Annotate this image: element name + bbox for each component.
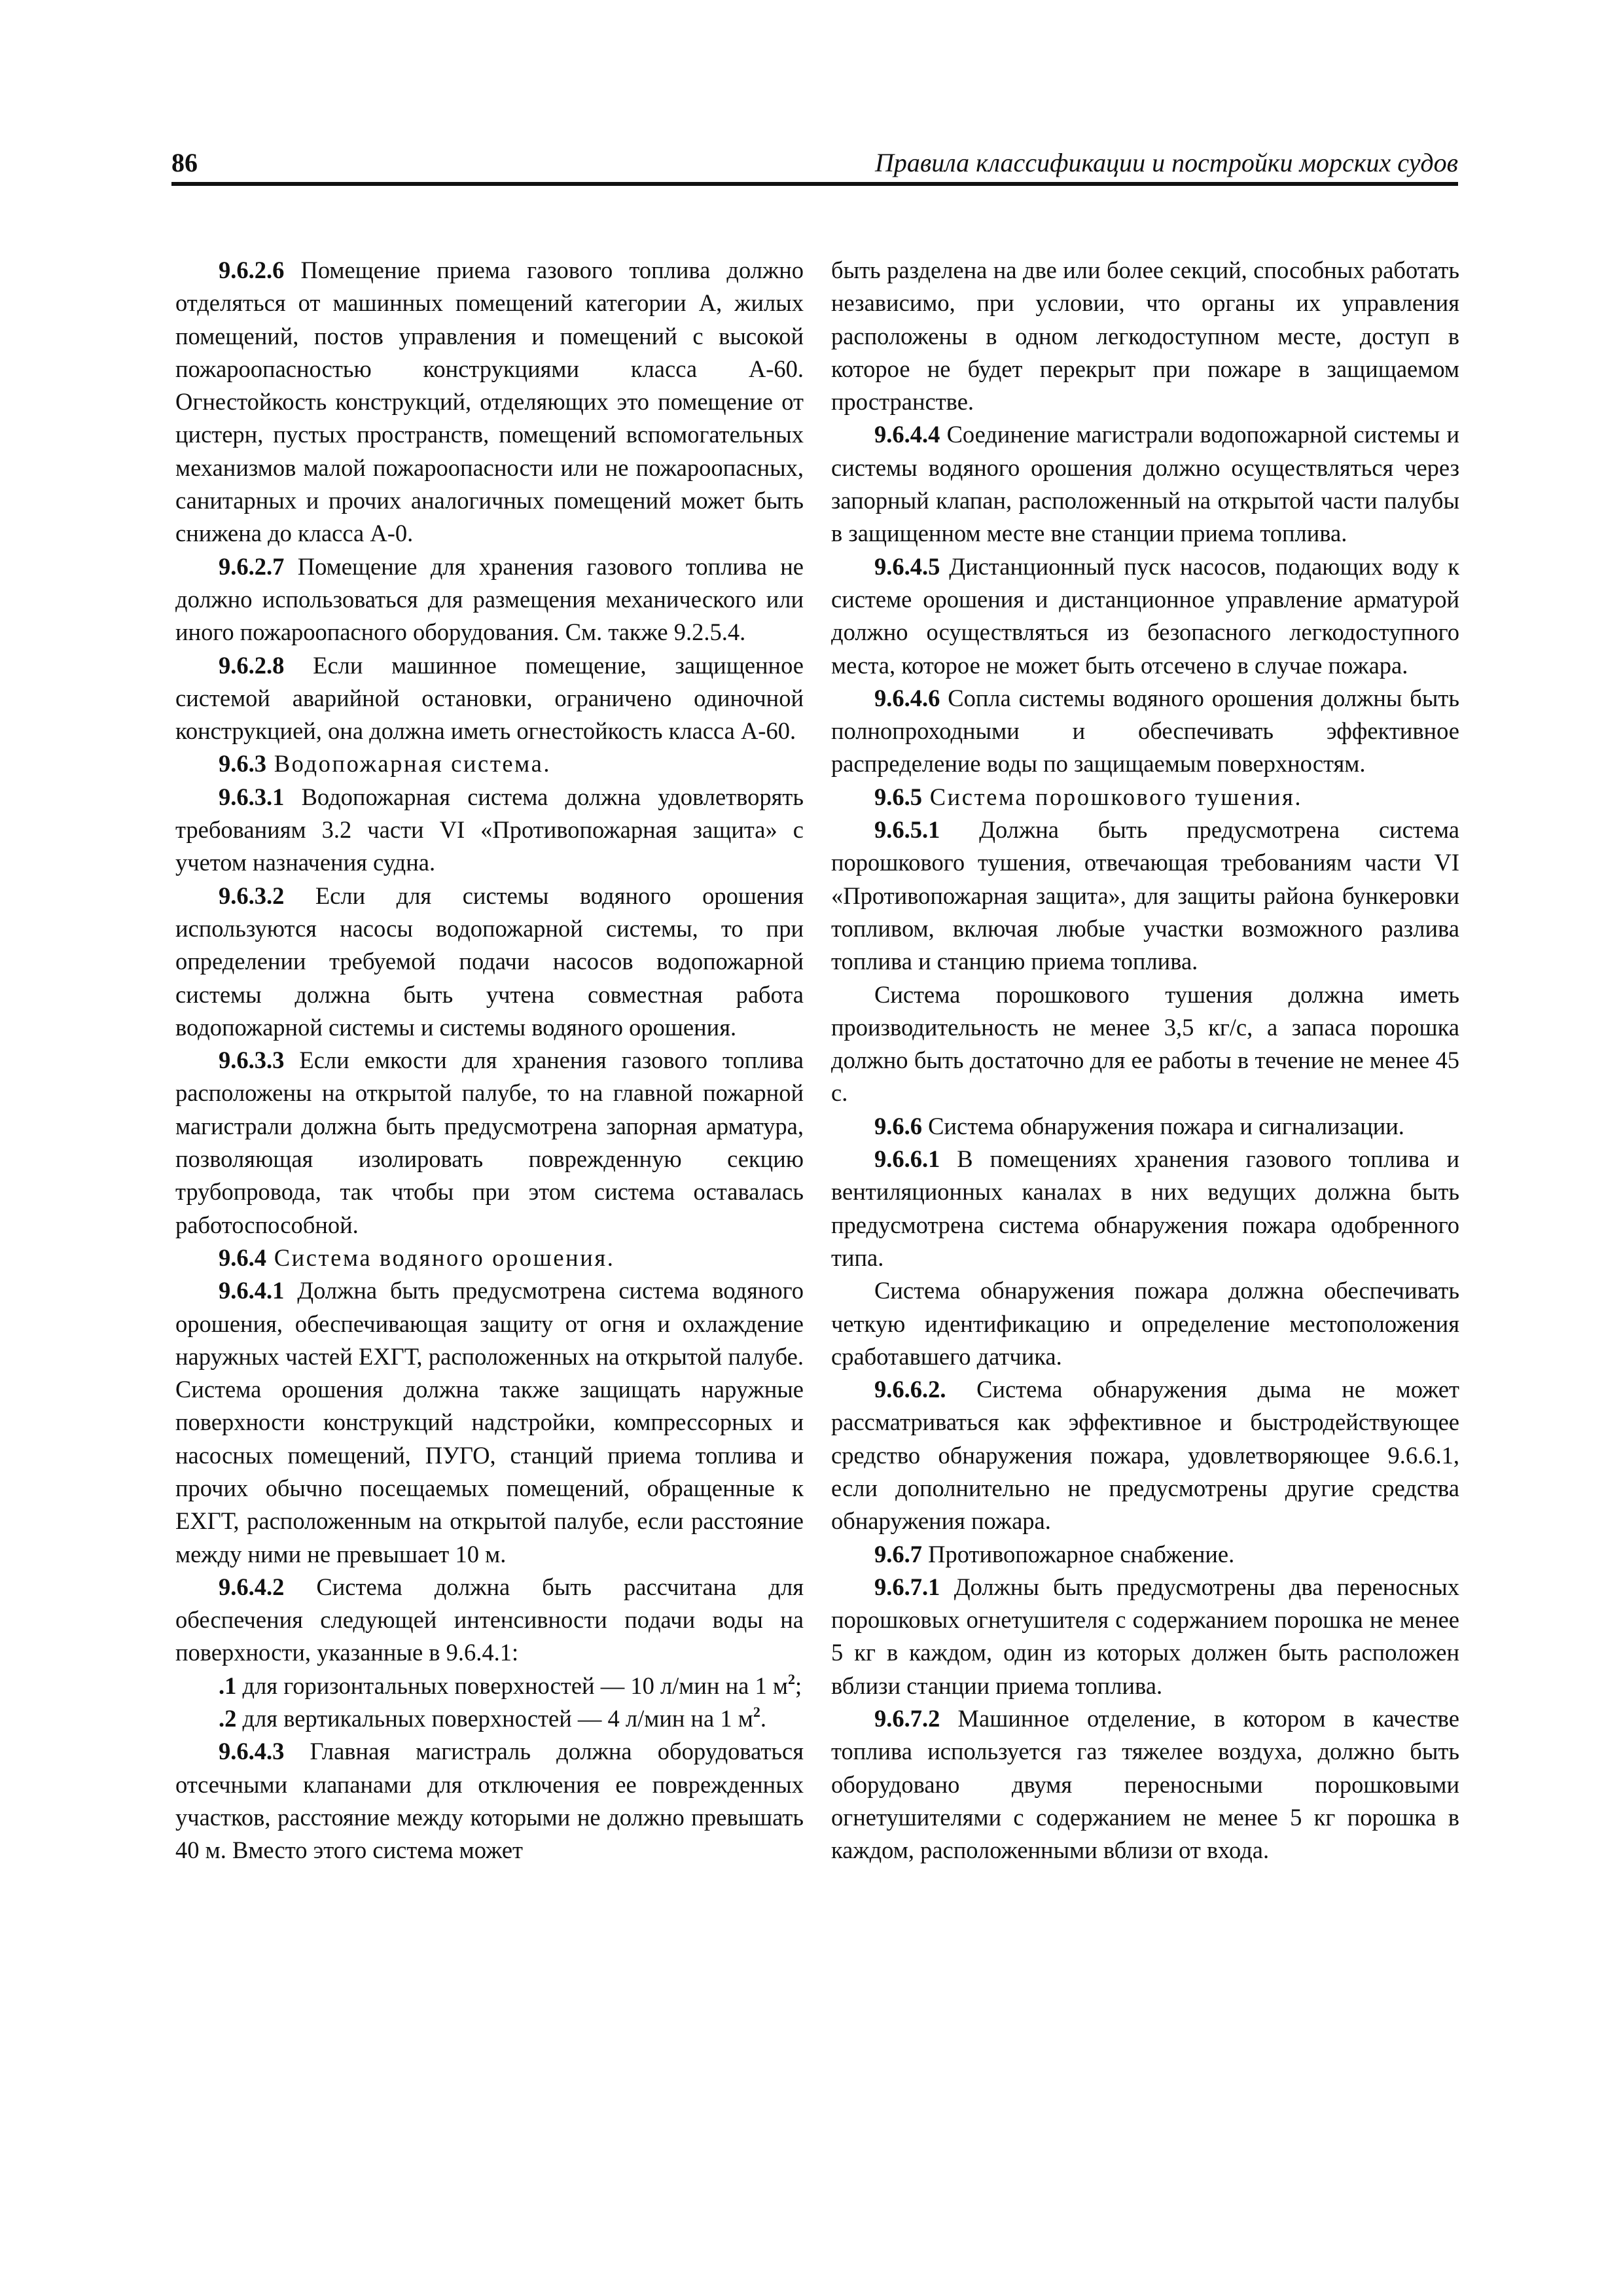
- clause-number: 9.6.3: [219, 750, 266, 778]
- list-item-text: для вертикальных поверхностей — 4 л/мин на 1 м: [236, 1705, 753, 1732]
- clause-number: 9.6.3.2: [219, 882, 285, 909]
- clause-text: Должны быть предусмотрены два переносных порошковых огнетушителя с содержанием порошка не менее 5 кг в каждом, один из которых должен быть расположен вблизи станции приема топлива.: [831, 1573, 1459, 1699]
- right-column: [831, 254, 1459, 1867]
- clause-text: Главная магистраль должна оборудоваться отсечными клапанами для отключения ее поврежденных участков, расстояние между которыми не должно превышать 40 м. Вместо этого система может: [175, 1738, 804, 1864]
- clause-text: быть разделена на две или более секций, способных работать независимо, при условии, что органы их управления расположены в одном легкодоступном месте, доступ в которое не будет перекрыт при пожаре в защищаемом пространстве.: [831, 257, 1459, 416]
- section-9-6-4-2: [175, 1571, 804, 1670]
- superscript: 2: [753, 1704, 760, 1721]
- clause-text: Помещение для хранения газового топлива не должно использоваться для размещения механического или иного пожароопасного оборудования. См. также 9.2.5.4.: [175, 552, 804, 646]
- section-9-6-4-3-continued: [831, 254, 1459, 418]
- clause-number: 9.6.2.7: [219, 552, 285, 580]
- clause-text: В помещениях хранения газового топлива и вентиляционных каналах в них ведущих должна быть предусмотрена система обнаружения пожара одобренного типа.: [831, 1145, 1459, 1271]
- superscript: 2: [787, 1670, 795, 1687]
- paragraph-powder-capacity: [831, 978, 1459, 1110]
- clause-text: Система порошкового тушения должна иметь производительность не менее 3,5 кг/с, а запаса порошка должно быть достаточно для ее работы в течение не менее 45 с.: [831, 980, 1459, 1107]
- clause-text: Система должна быть рассчитана для обеспечения следующей интенсивности подачи воды на поверхности, указанные в 9.6.4.1:: [175, 1573, 804, 1666]
- clause-number: 9.6.2.6: [219, 257, 285, 283]
- list-marker: .1: [219, 1672, 237, 1699]
- punctuation: ;: [794, 1672, 802, 1699]
- list-marker: .2: [219, 1705, 237, 1732]
- section-9-6-4-3: [175, 1735, 804, 1867]
- clause-text: Если емкости для хранения газового топлива расположены на открытой палубе, то на главной пожарной магистрали должна быть предусмотрена запорная арматура, позволяющая изолировать поврежденную секцию трубопровода, так чтобы при этом система оставалась работоспособной.: [175, 1047, 804, 1238]
- clause-text: Если машинное помещение, защищенное системой аварийной остановки, ограничено одиночной конструкцией, она должна иметь огнестойкость класса А-60.: [175, 651, 804, 745]
- clause-text: Система обнаружения дыма не может рассматриваться как эффективное и быстродействующее средство обнаружения пожара, удовлетворяющее 9.6.6.1, если дополнительно не предусмотрены другие средства обнаружения пожара.: [831, 1376, 1459, 1535]
- section-heading-9-6-3: [175, 747, 804, 780]
- clause-number: 9.6.5: [874, 783, 922, 810]
- clause-number: 9.6.3.3: [219, 1047, 285, 1074]
- punctuation: .: [760, 1705, 766, 1732]
- section-heading-9-6-4: [175, 1242, 804, 1274]
- section-heading-text: Противопожарное снабжение.: [922, 1540, 1235, 1568]
- section-9-6-5-1: [831, 814, 1459, 978]
- clause-text: Должна быть предусмотрена система водяного орошения, обеспечивающая защиту от огня и охлаждение наружных частей ЕХГТ, расположенных на открытой палубе. Система орошения должна также защищать наружные поверхности конструкций надстройки, компрессорных и насосных помещений, ПУГО, станций приема топлива и прочих обычно посещаемых помещений, обращенные к ЕХГТ, расположенным на открытой палубе, если расстояние между ними не превышает 10 м.: [175, 1277, 804, 1568]
- section-9-6-3-1: [175, 781, 804, 880]
- clause-number: 9.6.4.4: [874, 421, 940, 448]
- clause-number: 9.6.4.6: [874, 684, 940, 711]
- clause-text: Машинное отделение, в котором в качестве топлива используется газ тяжелее воздуха, должно быть оборудовано двумя переносными порошковыми огнетушителями с содержанием не менее 5 кг порошка в каждом, расположенными вблизи от входа.: [831, 1705, 1459, 1864]
- section-heading-text: Система обнаружения пожара и сигнализации.: [922, 1112, 1404, 1139]
- running-title: Правила классификации и постройки морских судов: [874, 148, 1458, 177]
- clause-number: 9.6.6: [874, 1112, 922, 1139]
- paragraph-detector-identification: [831, 1274, 1459, 1373]
- clause-number: 9.6.4.3: [219, 1738, 285, 1765]
- section-heading-9-6-5: [831, 781, 1459, 814]
- clause-text: Если для системы водяного орошения используются насосы водопожарной системы, то при определении требуемой подачи насосов водопожарной системы должна быть учтена совместная работа водопожарной системы и системы водяного орошения.: [175, 882, 804, 1041]
- clause-text: Соединение магистрали водопожарной системы и системы водяного орошения должно осуществляться через запорный клапан, расположенный на открытой части палубы в защищенном месте вне станции приема топлива.: [831, 421, 1459, 547]
- clause-number: 9.6.4.1: [219, 1277, 285, 1304]
- list-item-1: [175, 1670, 804, 1702]
- section-9-6-4-4: [831, 418, 1459, 550]
- section-9-6-4-5: [831, 550, 1459, 682]
- page-number: 86: [171, 148, 198, 177]
- clause-number: 9.6.6.1: [874, 1145, 940, 1173]
- clause-number: 9.6.4.2: [219, 1573, 285, 1600]
- clause-number: 9.6.5.1: [874, 816, 940, 844]
- section-9-6-6-1: [831, 1143, 1459, 1274]
- clause-number: 9.6.7.1: [874, 1573, 940, 1600]
- list-item-2: [175, 1702, 804, 1735]
- section-9-6-6-2: [831, 1373, 1459, 1537]
- clause-number: 9.6.3.1: [219, 783, 285, 810]
- clause-number: 9.6.7.2: [874, 1705, 940, 1732]
- section-9-6-3-3: [175, 1044, 804, 1242]
- clause-text: Помещение приема газового топлива должно отделяться от машинных помещений категории А, жилых помещений, постов управления и помещений с высокой пожароопасностью конструкциями класса А-60. Огнестойкость конструкций, отделяющих это помещение от цистерн, пустых пространств, помещений вспомогательных механизмов малой пожароопасности или не пожароопасных, санитарных и прочих аналогичных помещений может быть снижена до класса А-0.: [175, 257, 804, 547]
- clause-text: Должна быть предусмотрена система порошкового тушения, отвечающая требованиям части VI «Противопожарная защита», для защиты района бункеровки топливом, включая любые участки возможного разлива топлива и станцию приема топлива.: [831, 816, 1459, 975]
- section-heading-9-6-6: [831, 1110, 1459, 1143]
- clause-text: Водопожарная система должна удовлетворять требованиям 3.2 части VI «Противопожарная защита» с учетом назначения судна.: [175, 783, 804, 876]
- list-item-text: для горизонтальных поверхностей — 10 л/мин на 1 м: [236, 1672, 788, 1699]
- left-column: [175, 254, 804, 1867]
- section-9-6-7-1: [831, 1571, 1459, 1702]
- clause-text: Сопла системы водяного орошения должны быть полнопроходными и обеспечивать эффективное распределение воды по защищаемым поверхностям.: [831, 684, 1459, 778]
- section-9-6-3-2: [175, 880, 804, 1044]
- clause-text: Система обнаружения пожара должна обеспечивать четкую идентификацию и определение местоположения сработавшего датчика.: [831, 1277, 1459, 1370]
- section-9-6-4-6: [831, 682, 1459, 781]
- clause-number: 9.6.2.8: [219, 651, 285, 679]
- section-9-6-2-8: [175, 649, 804, 748]
- clause-number: 9.6.6.2.: [874, 1376, 946, 1403]
- section-9-6-4-1: [175, 1274, 804, 1571]
- clause-number: 9.6.4.5: [874, 552, 940, 580]
- section-heading-text: Система водяного орошения.: [266, 1244, 615, 1271]
- section-9-6-2-7: [175, 550, 804, 649]
- section-9-6-7-2: [831, 1702, 1459, 1867]
- section-heading-9-6-7: [831, 1538, 1459, 1571]
- section-9-6-2-6: [175, 254, 804, 550]
- section-heading-text: Система порошкового тушения.: [922, 783, 1303, 810]
- clause-number: 9.6.7: [874, 1540, 922, 1568]
- clause-text: Дистанционный пуск насосов, подающих воду к системе орошения и дистанционное управление арматурой должно осуществляться из безопасного легкодоступного места, которое не может быть отсечено в случае пожара.: [831, 552, 1459, 679]
- clause-number: 9.6.4: [219, 1244, 266, 1271]
- page-header: [171, 145, 1458, 186]
- section-heading-text: Водопожарная система.: [266, 750, 552, 778]
